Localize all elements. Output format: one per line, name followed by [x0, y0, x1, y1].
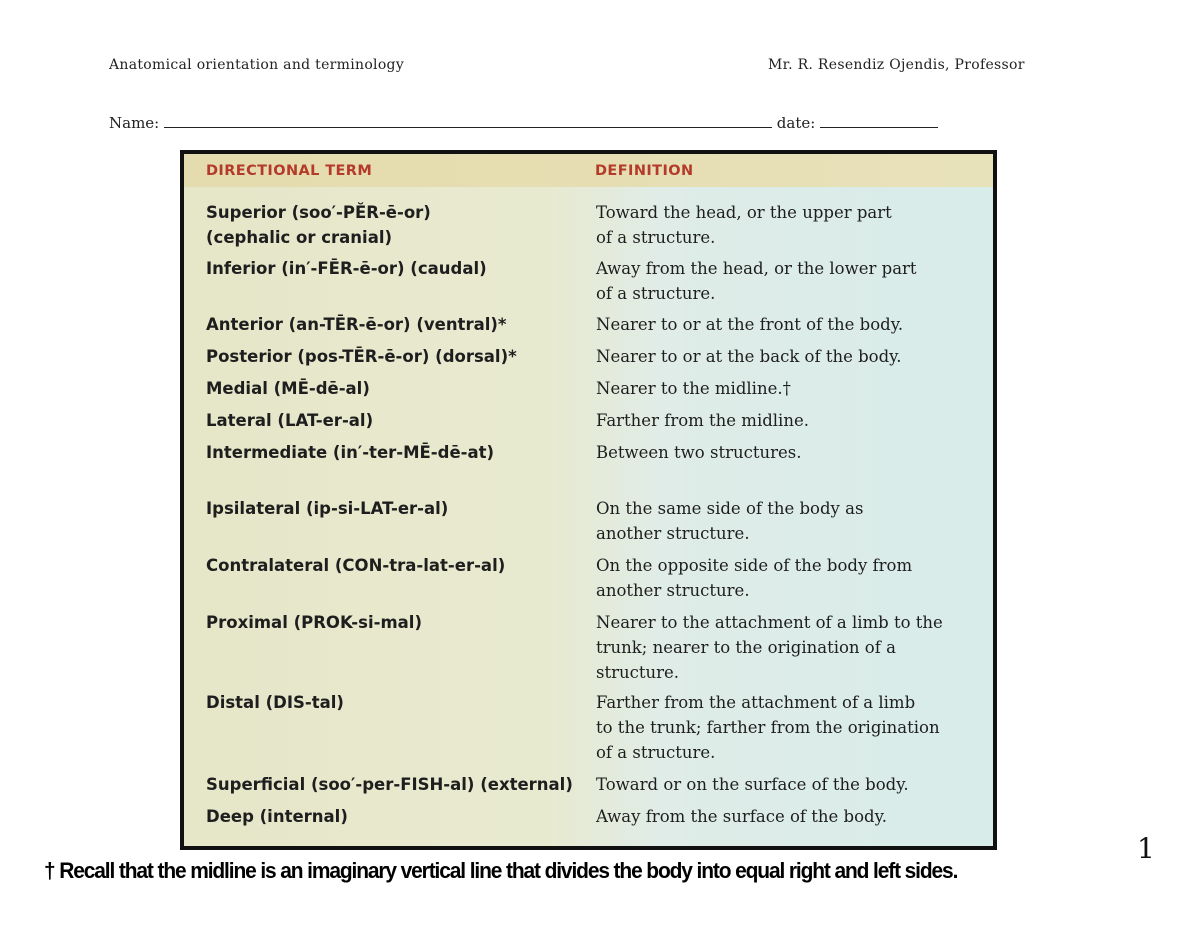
definition-text: Nearer to or at the back of the body. — [596, 347, 902, 366]
directional-terms-table — [180, 150, 997, 850]
term-text: Posterior (pos-TĒR-ē-or) (dorsal)* — [206, 347, 517, 366]
definition-text: Farther from the midline. — [596, 411, 809, 430]
term-text: (cephalic or cranial) — [206, 228, 393, 247]
term-text: Inferior (in′-FĒR-ē-or) (caudal) — [206, 259, 487, 278]
date-label: date: — [776, 114, 816, 132]
definition-text: Farther from the attachment of a limb — [596, 693, 916, 712]
term-text: Superior (soo′-PĔR-ē-or) — [206, 203, 431, 222]
column-header-term: DIRECTIONAL TERM — [206, 163, 373, 179]
definition-text: On the same side of the body as — [596, 499, 864, 518]
definition-text: Nearer to or at the front of the body. — [596, 315, 904, 334]
term-text: Deep (internal) — [206, 807, 348, 826]
term-text: Contralateral (CON-tra-lat-er-al) — [206, 556, 506, 575]
term-text: Ipsilateral (ip-si-LAT-er-al) — [206, 499, 449, 518]
name-date-line — [109, 111, 938, 132]
definition-text: Away from the surface of the body. — [596, 807, 887, 826]
definition-text: another structure. — [596, 581, 750, 600]
table-header — [184, 154, 993, 187]
definition-text: of a structure. — [596, 284, 716, 303]
definition-text: Toward the head, or the upper part — [596, 203, 892, 222]
date-field[interactable] — [820, 111, 938, 128]
definition-text: to the trunk; farther from the origination — [596, 718, 940, 737]
footnote-midline: † Recall that the midline is an imaginary vertical line that divides the body into equal right and left sides. — [44, 858, 958, 883]
definition-text: trunk; nearer to the origination of a — [596, 638, 896, 657]
term-text: Anterior (an-TĒR-ē-or) (ventral)* — [206, 315, 507, 334]
definition-text: Nearer to the midline.† — [596, 379, 791, 398]
term-text: Lateral (LAT-er-al) — [206, 411, 374, 430]
header-professor: Mr. R. Resendiz Ojendis, Professor — [768, 57, 1025, 73]
definition-text: Toward or on the surface of the body. — [596, 775, 909, 794]
definition-text: structure. — [596, 663, 680, 682]
term-text: Superficial (soo′-per-FISH-al) (external) — [206, 775, 573, 794]
definition-text: On the opposite side of the body from — [596, 556, 913, 575]
header-course-title: Anatomical orientation and terminology — [109, 57, 405, 73]
name-label: Name: — [109, 114, 160, 132]
term-text: Distal (DIS-tal) — [206, 693, 344, 712]
name-field[interactable] — [164, 111, 772, 128]
definition-text: of a structure. — [596, 228, 716, 247]
definition-text: another structure. — [596, 524, 750, 543]
definition-text: Between two structures. — [596, 443, 802, 462]
term-text: Medial (MĒ-dē-al) — [206, 379, 370, 398]
page-number: 1 — [1137, 832, 1155, 865]
term-text: Proximal (PROK-si-mal) — [206, 613, 423, 632]
term-text: Intermediate (in′-ter-MĒ-dē-at) — [206, 443, 495, 462]
definition-text: Nearer to the attachment of a limb to the — [596, 613, 943, 632]
definition-text: of a structure. — [596, 743, 716, 762]
definition-text: Away from the head, or the lower part — [596, 259, 917, 278]
column-header-definition: DEFINITION — [595, 163, 694, 179]
